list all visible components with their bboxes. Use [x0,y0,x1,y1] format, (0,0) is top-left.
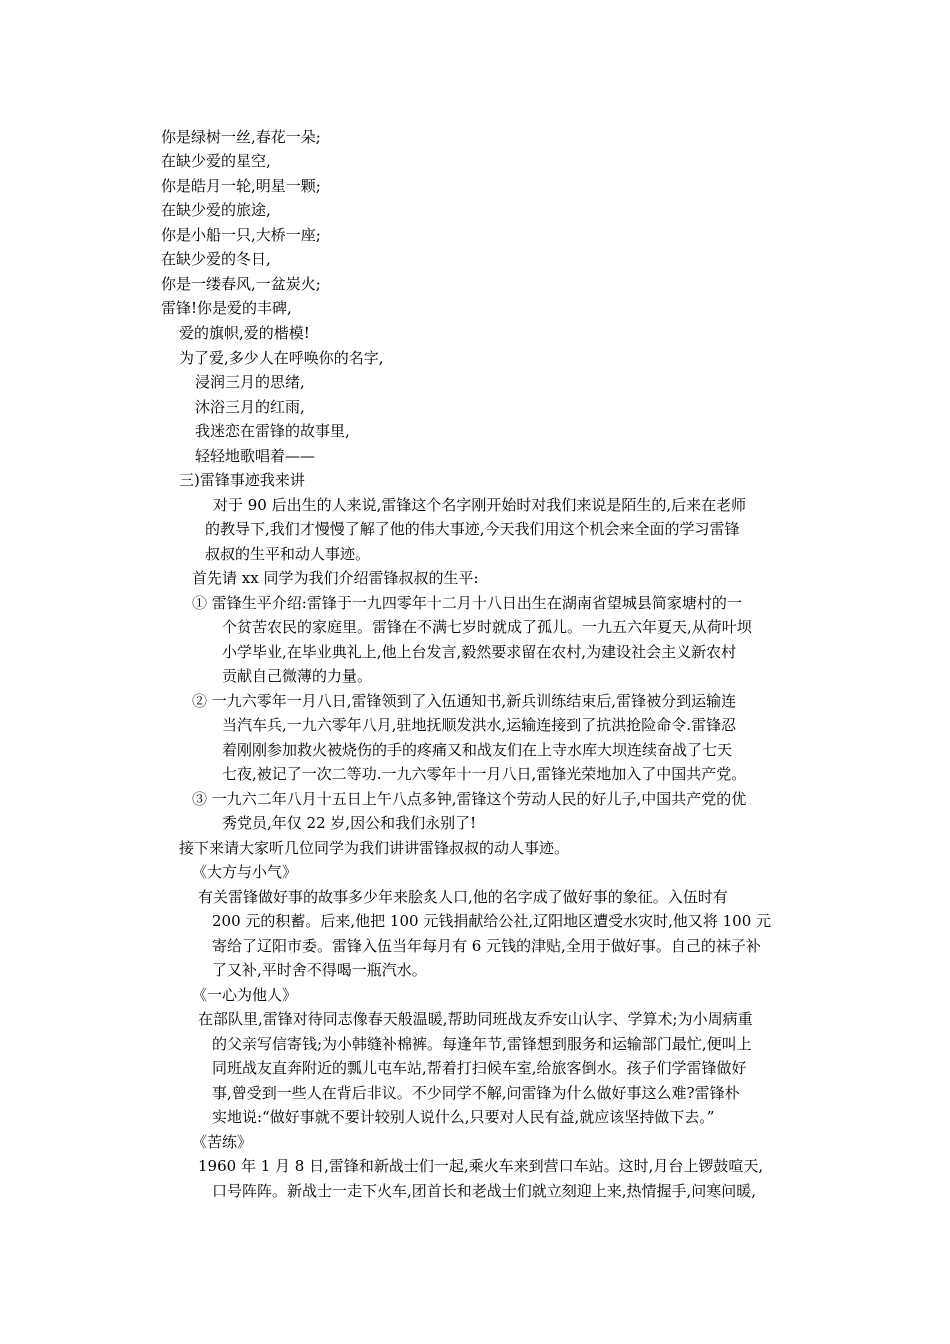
poem-line: 你是皓月一轮,明星一颗; [161,177,321,195]
story-line: 实地说:“做好事就不要计较别人说什么,只要对人民有益,就应该坚持做下去。” [212,1108,715,1126]
story-line: 在部队里,雷锋对待同志像春天般温暖,帮助同班战友乔安山认字、学算术;为小周病重 [198,1010,753,1028]
poem-line: 爱的旗帜,爱的楷模! [179,324,310,342]
biography-line: 当汽车兵,一九六零年八月,驻地抚顺发洪水,运输连接到了抗洪抢险命令.雷锋忍 [222,716,737,734]
story-line: 有关雷锋做好事的故事多少年来脍炙人口,他的名字成了做好事的象征。入伍时有 [198,888,728,906]
story-title: 《苦练》 [192,1133,253,1151]
story-line: 寄给了辽阳市委。雷锋入伍当年每月有 6 元钱的津贴,全用于做好事。自己的袜子补 [212,937,761,955]
poem-line: 你是小船一只,大桥一座; [161,226,321,244]
poem-line: 沐浴三月的红雨, [195,398,305,416]
poem-line: 在缺少爱的旅途, [161,201,271,219]
poem-line: 雷锋!你是爱的丰碑, [161,299,292,317]
story-line: 1960 年 1 月 8 日,雷锋和新战士们一起,乘火车来到营口车站。这时,月台上锣鼓喧天, [198,1157,764,1175]
poem-line: 轻轻地歌唱着—— [195,447,316,465]
intro-request-line: 首先请 xx 同学为我们介绍雷锋叔叔的生平: [192,569,479,587]
intro-line: 叔叔的生平和动人事迹。 [205,545,371,563]
biography-line: ① 雷锋生平介绍:雷锋于一九四零年十二月十八日出生在湖南省望城县简家塘村的一 [192,594,742,612]
story-line: 了又补,平时舍不得喝一瓶汽水。 [212,961,427,979]
biography-line: 着刚刚参加救火被烧伤的手的疼痛又和战友们在上寺水库大坝连续奋战了七天 [222,741,733,759]
stories-intro-line: 接下来请大家听几位同学为我们讲讲雷锋叔叔的动人事迹。 [179,839,570,857]
biography-line: ② 一九六零年一月八日,雷锋领到了入伍通知书,新兵训练结束后,雷锋被分到运输连 [192,692,737,710]
story-line: 口号阵阵。新战士一走下火车,团首长和老战士们就立刻迎上来,热情握手,问寒问暖, [212,1182,757,1200]
story-line: 200 元的积蓄。后来,他把 100 元钱捐献给公社,辽阳地区遭受水灾时,他又将 100 元 [212,912,772,930]
story-title: 《大方与小气》 [192,863,298,881]
biography-line: 贡献自己微薄的力量。 [222,667,373,685]
poem-line: 为了爱,多少人在呼唤你的名字, [179,349,384,367]
story-title: 《一心为他人》 [192,986,298,1004]
intro-line: 的教导下,我们才慢慢了解了他的伟大事迹,今天我们用这个机会来全面的学习雷锋 [205,520,740,538]
poem-line: 在缺少爱的星空, [161,152,271,170]
story-line: 同班战友直奔附近的瓢儿屯车站,帮着打扫候车室,给旅客倒水。孩子们学雷锋做好 [212,1059,747,1077]
biography-line: 个贫苦农民的家庭里。雷锋在不满七岁时就成了孤儿。一九五六年夏天,从荷叶坝 [222,618,752,636]
poem-line: 浸润三月的思绪, [195,373,305,391]
intro-line: 对于 90 后出生的人来说,雷锋这个名字刚开始时对我们来说是陌生的,后来在老师 [213,496,747,514]
poem-line: 你是一缕春风,一盆炭火; [161,275,321,293]
story-line: 事,曾受到一些人在背后非议。不少同学不解,问雷锋为什么做好事这么难?雷锋朴 [212,1084,740,1102]
section-heading: 三)雷锋事迹我来讲 [179,471,305,489]
biography-line: 小学毕业,在毕业典礼上,他上台发言,毅然要求留在农村,为建设社会主义新农村 [222,643,737,661]
poem-line: 你是绿树一丝,春花一朵; [161,128,321,146]
biography-line: 七夜,被记了一次二等功.一九六零年十一月八日,雷锋光荣地加入了中国共产党。 [222,765,747,783]
poem-line: 我迷恋在雷锋的故事里, [195,422,350,440]
poem-line: 在缺少爱的冬日, [161,250,271,268]
story-line: 的父亲写信寄钱;为小韩缝补棉裤。每逢年节,雷锋想到服务和运输部门最忙,便叫上 [212,1035,752,1053]
biography-line: 秀党员,年仅 22 岁,因公和我们永别了! [222,814,477,832]
biography-line: ③ 一九六二年八月十五日上午八点多钟,雷锋这个劳动人民的好儿子,中国共产党的优 [192,790,747,808]
